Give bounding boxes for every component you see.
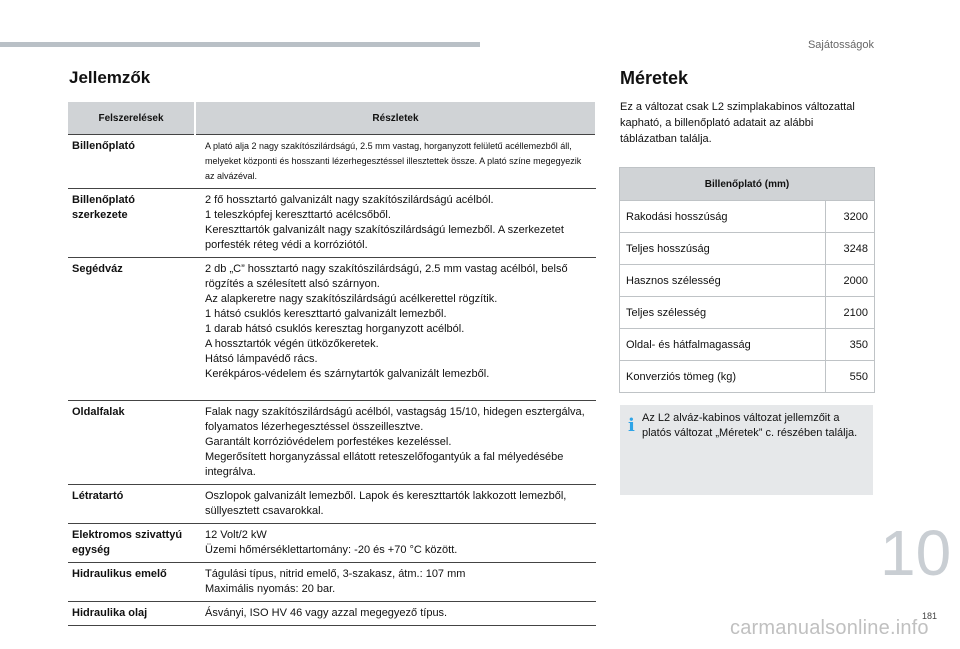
- dimension-value: 2100: [826, 297, 875, 329]
- spec-name: Hidraulikus emelő: [68, 563, 195, 602]
- chapter-number: 10: [880, 517, 952, 589]
- section-title: Sajátosságok: [807, 39, 874, 51]
- info-icon: i: [628, 415, 635, 436]
- spec-name: Billenőplató: [68, 135, 195, 189]
- dimension-label: Rakodási hosszúság: [620, 201, 826, 233]
- table-row: [68, 602, 596, 626]
- dimensions-table: [619, 167, 875, 393]
- table-row: [68, 258, 596, 401]
- dimensions-title: Méretek: [620, 68, 689, 88]
- dimensions-header: Billenőplató (mm): [620, 168, 875, 201]
- dimension-value: 3248: [826, 233, 875, 265]
- info-note: [620, 405, 873, 495]
- table-row: [620, 233, 875, 265]
- dimension-value: 550: [826, 361, 875, 393]
- spec-name: Oldalfalak: [68, 401, 195, 485]
- dimension-label: Teljes szélesség: [620, 297, 826, 329]
- specs-title: Jellemzők: [69, 68, 151, 87]
- spec-name: Létratartó: [68, 485, 195, 524]
- table-row: [68, 485, 596, 524]
- page-number: 181: [922, 611, 938, 621]
- spec-name: Elektromos szivattyú egység: [68, 524, 195, 563]
- dimension-value: 350: [826, 329, 875, 361]
- dimension-label: Oldal- és hátfalmagasság: [620, 329, 826, 361]
- spec-name: Hidraulika olaj: [68, 602, 195, 626]
- table-row: [620, 265, 875, 297]
- watermark: carmanualsonline.info: [730, 617, 929, 639]
- spec-desc: Falak nagy szakítószilárdságú acélból, vastagság 15/10, hidegen esztergálva, folyamatos lézerhegesztéssel összeillesztve. Garantált korrózióvédelem porfestékes kezeléssel. Megerősített horganyzással ellátott reteszelőfogantyúk a fal mélyedésébe integrálva.: [195, 401, 596, 485]
- spec-desc: Tágulási típus, nitrid emelő, 3-szakasz, átm.: 107 mm Maximális nyomás: 20 bar.: [195, 563, 596, 602]
- table-row: [68, 189, 596, 258]
- spec-desc: A plató alja 2 nagy szakítószilárdságú, 2.5 mm vastag, horganyzott felületű acéllemezből áll, melyeket központi és hosszanti lézerhegesztéssel illesztettek össze. A plató színe megegyezik az alvázéval.: [195, 135, 596, 189]
- specs-header-details: Részletek: [195, 102, 596, 135]
- spec-name: Billenőplató szerkezete: [68, 189, 195, 258]
- dimension-label: Hasznos szélesség: [620, 265, 826, 297]
- table-row: [620, 201, 875, 233]
- header-bar: [0, 42, 480, 47]
- table-row: [68, 563, 596, 602]
- spec-desc: 2 fő hossztartó galvanizált nagy szakítószilárdságú acélból. 1 teleszkópfej kereszttartó acélcsőből. Kereszttartók galvanizált nagy szakítószilárdságú lemezből. A szerkezetet porfesték réteg védi a korróziótól.: [195, 189, 596, 258]
- table-row: [68, 401, 596, 485]
- table-row: [620, 361, 875, 393]
- spec-desc: Oszlopok galvanizált lemezből. Lapok és kereszttartók lakkozott lemezből, süllyesztett csavarokkal.: [195, 485, 596, 524]
- dimension-label: Konverziós tömeg (kg): [620, 361, 826, 393]
- table-row: [620, 297, 875, 329]
- spec-desc: 2 db „C” hossztartó nagy szakítószilárdságú, 2.5 mm vastag acélból, belső rögzítés a szélesített alsó szárnyon. Az alapkeretre nagy szakítószilárdságú acélkerettel rögzítik. 1 hátsó csuklós kereszttartó galvanizált lemezből. 1 darab hátsó csuklós keresztag horganyzott acélból. A hossztartók végén ütközőkeretek. Hátsó lámpavédő rács. Kerékpáros-védelem és szárnytartók galvanizált lemezből.: [195, 258, 596, 401]
- table-row: [68, 135, 596, 189]
- dimensions-intro: Ez a változat csak L2 szimplakabinos változattal kapható, a billenőplató adatait az alábbi táblázatban találja.: [620, 101, 855, 145]
- dimension-value: 2000: [826, 265, 875, 297]
- spec-desc: Ásványi, ISO HV 46 vagy azzal megegyező típus.: [195, 602, 596, 626]
- spec-desc: 12 Volt/2 kW Üzemi hőmérséklettartomány: -20 és +70 °C között.: [195, 524, 596, 563]
- specs-header-row: [68, 102, 596, 135]
- table-row: [68, 524, 596, 563]
- dimension-value: 3200: [826, 201, 875, 233]
- spec-name: Segédváz: [68, 258, 195, 401]
- dimension-label: Teljes hosszúság: [620, 233, 826, 265]
- specs-header-equipment: Felszerelések: [68, 102, 195, 135]
- table-row: [620, 329, 875, 361]
- info-note-text: Az L2 alváz-kabinos változat jellemzőit a platós változat „Méretek” c. részében találja.: [642, 412, 858, 439]
- specs-table: [68, 102, 597, 626]
